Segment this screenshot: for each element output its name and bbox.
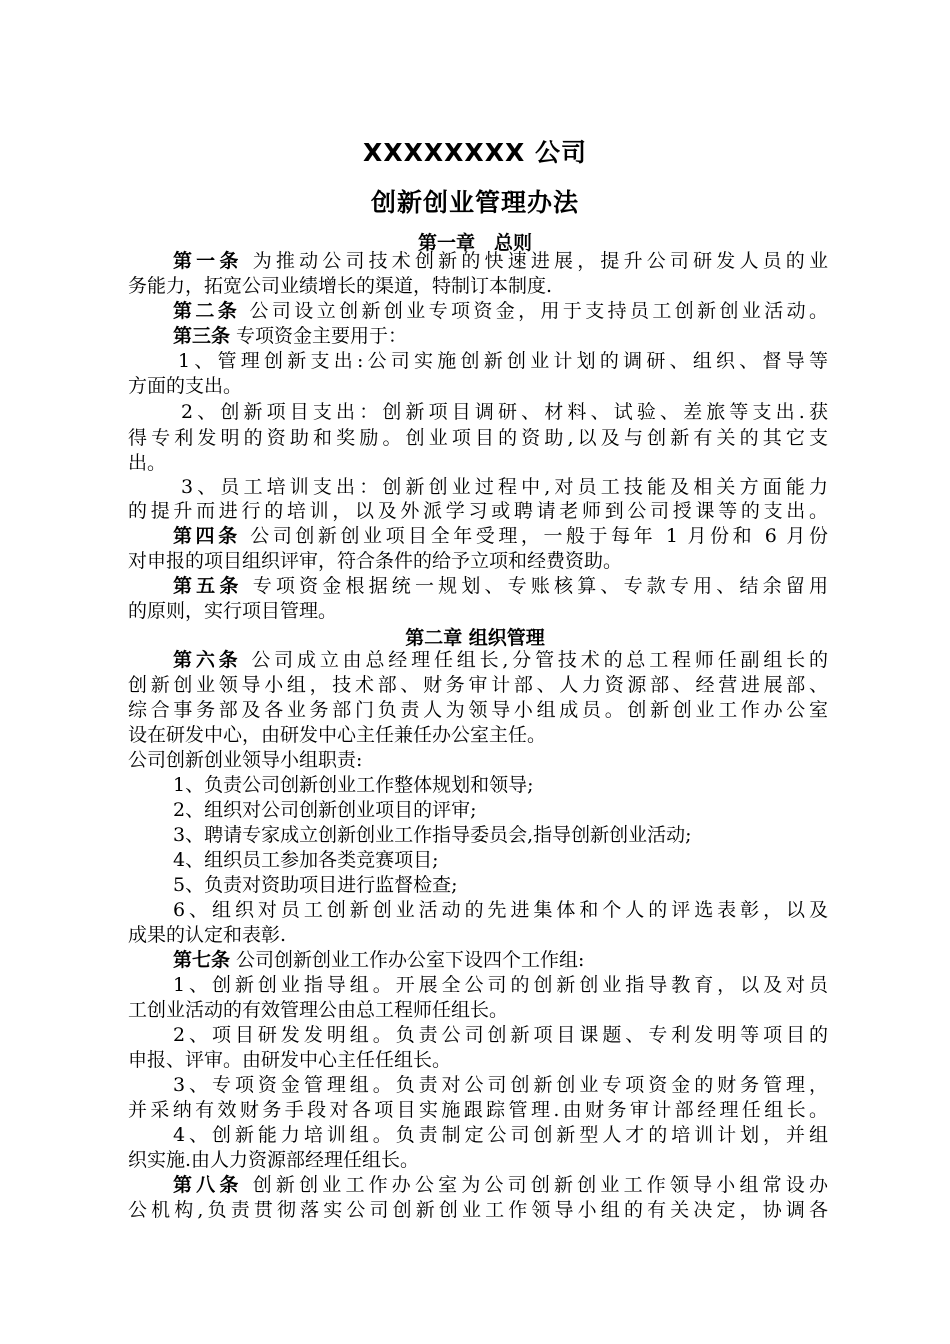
line-text: 专项资金根据统一规划、专账核算、专款专用、结余留用 bbox=[242, 575, 828, 597]
line-text: 创新创业工作办公室为公司创新创业工作领导小组常设办 bbox=[242, 1174, 828, 1196]
article-number: 第四条 bbox=[173, 525, 241, 547]
article-number: 第八条 bbox=[173, 1174, 243, 1196]
text-line: 申报、评审。由研发中心主任任组长。 bbox=[128, 1049, 452, 1071]
list-item: 3、专项资金管理组。负责对公司创新创业专项资金的财务管理， bbox=[173, 1074, 828, 1096]
text-line: 对申报的项目组织评审，符合条件的给予立项和经费资助。 bbox=[128, 550, 623, 572]
line-text: 公司设立创新创业专项资金，用于支持员工创新创业活动。 bbox=[240, 300, 828, 322]
list-item: 2、项目研发发明组。负责公司创新项目课题、专利发明等项目的 bbox=[173, 1024, 828, 1046]
article-number: 第三条 bbox=[173, 325, 231, 347]
list-item: 6、组织对员工创新创业活动的先进集体和个人的评选表彰，以及 bbox=[173, 899, 828, 921]
text-line: 得专利发明的资助和奖励。创业项目的资助,以及与创新有关的其它支 bbox=[128, 427, 828, 449]
list-item: 4、创新能力培训组。负责制定公司创新型人才的培训计划，并组 bbox=[173, 1124, 828, 1146]
text-line: 1、管理创新支出:公司实施创新创业计划的调研、组织、督导等 bbox=[178, 350, 828, 372]
text-line: 公机构,负责贯彻落实公司创新创业工作领导小组的有关决定，协调各 bbox=[128, 1199, 828, 1221]
article-line bbox=[128, 1173, 828, 1197]
article-line bbox=[128, 574, 828, 598]
text-line: 公司创新创业领导小组职责: bbox=[128, 749, 363, 771]
text-line: 工创业活动的有效管理公由总工程师任组长。 bbox=[128, 999, 509, 1021]
text-line: 务能力，拓宽公司业绩增长的渠道，特制订本制度. bbox=[128, 275, 553, 297]
list-item: 1、创新创业指导组。开展全公司的创新创业指导教育，以及对员 bbox=[173, 974, 828, 996]
article-number: 第五条 bbox=[173, 575, 243, 597]
text-line: 创新创业领导小组，技术部、财务审计部、人力资源部、经营进展部、 bbox=[128, 674, 828, 696]
text-line: 出。 bbox=[128, 452, 167, 474]
article-line bbox=[128, 299, 828, 323]
text-line: 织实施.由人力资源部经理任组长。 bbox=[128, 1149, 420, 1171]
line-text: 公司创新创业工作办公室下设四个工作组: bbox=[230, 949, 585, 971]
article-number: 第二条 bbox=[173, 300, 241, 322]
line-text: 公司成立由总经理任组长,分管技术的总工程师任副组长的 bbox=[241, 649, 828, 671]
article-line bbox=[128, 249, 828, 273]
company-title: XXXXXXXX 公司 bbox=[363, 138, 587, 167]
article-number: 第六条 bbox=[173, 649, 242, 671]
list-item: 1、负责公司创新创业工作整体规划和领导; bbox=[173, 774, 534, 796]
list-item: 4、组织员工参加各类竞赛项目; bbox=[173, 849, 439, 871]
list-item: 3、聘请专家成立创新创业工作指导委员会,指导创新创业活动; bbox=[173, 824, 692, 846]
document-title: 创新创业管理办法 bbox=[370, 188, 579, 217]
text-line: 设在研发中心，由研发中心主任兼任办公室主任。 bbox=[128, 724, 547, 746]
list-item: 5、负责对资助项目进行监督检查; bbox=[173, 874, 458, 896]
text-line: 2、创新项目支出：创新项目调研、材料、试验、差旅等支出.获 bbox=[181, 401, 828, 423]
text-line: 成果的认定和表彰. bbox=[128, 924, 287, 946]
line-text: 为推动公司技术创新的快速进展，提升公司研发人员的业 bbox=[242, 250, 828, 272]
text-line: 的原则，实行项目管理。 bbox=[128, 600, 338, 622]
article-line bbox=[128, 648, 828, 672]
text-line: 综合事务部及各业务部门负责人为领导小组成员。创新创业工作办公室 bbox=[128, 699, 828, 721]
article-line bbox=[128, 324, 828, 348]
text-line: 方面的支出。 bbox=[128, 375, 243, 397]
text-line: 的提升而进行的培训，以及外派学习或聘请老师到公司授课等的支出。 bbox=[128, 500, 828, 522]
article-line bbox=[128, 524, 828, 548]
chapter-heading: 第一章 总则 bbox=[417, 232, 532, 254]
line-text: 公司创新创业项目全年受理，一般于每年 1 月份和 6 月份 bbox=[240, 525, 828, 547]
line-text: 专项资金主要用于： bbox=[230, 325, 408, 347]
article-number: 第七条 bbox=[173, 949, 231, 971]
text-line: 并采纳有效财务手段对各项目实施跟踪管理.由财务审计部经理任组长。 bbox=[128, 1099, 828, 1121]
chapter-heading: 第二章 组织管理 bbox=[405, 627, 545, 649]
text-line: 3、员工培训支出：创新创业过程中,对员工技能及相关方面能力 bbox=[181, 476, 828, 498]
article-number: 第一条 bbox=[173, 250, 243, 272]
article-line bbox=[128, 948, 828, 972]
list-item: 2、组织对公司创新创业项目的评审; bbox=[173, 799, 477, 821]
